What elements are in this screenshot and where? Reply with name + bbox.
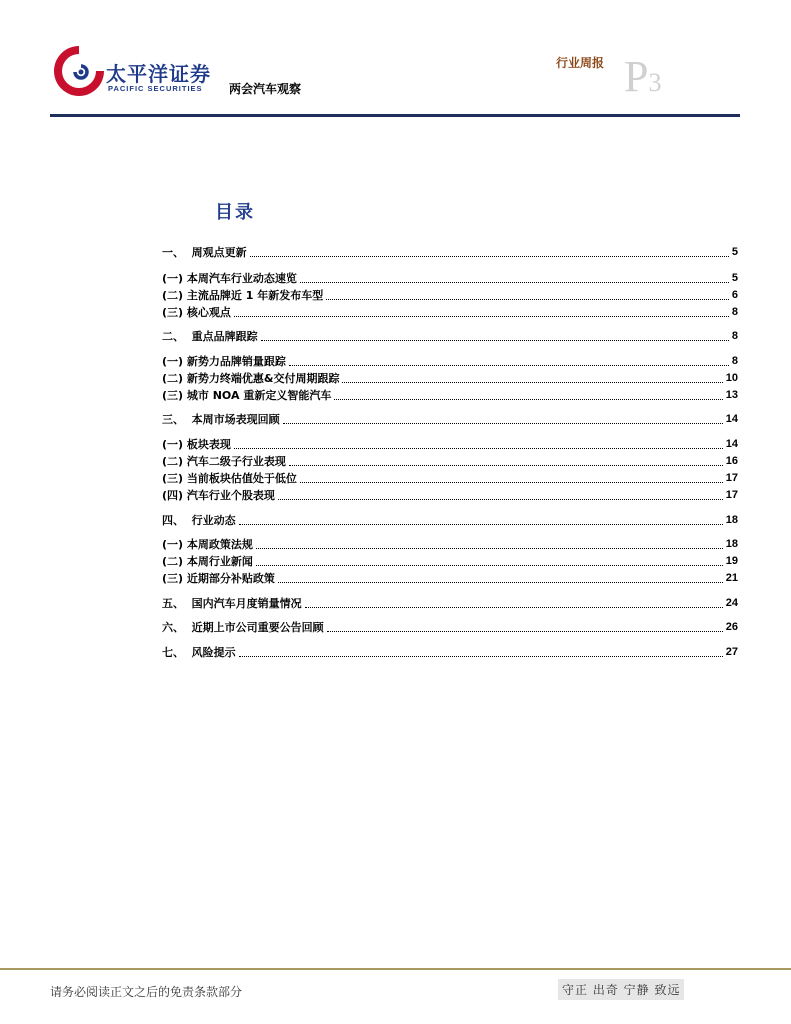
toc-entry-page: 5: [731, 246, 738, 258]
toc-entry[interactable]: [162, 454, 738, 469]
toc-entry-label: 一、 周观点更新: [162, 246, 247, 259]
toc-entry[interactable]: [162, 305, 738, 320]
disclaimer-note: 请务必阅读正文之后的免责条款部分: [50, 985, 243, 999]
toc-entry-label: 四、 行业动态: [162, 514, 236, 527]
toc-entry-page: 18: [725, 538, 738, 550]
toc-entry-page: 17: [725, 489, 738, 501]
toc-entry-label: 二、 重点品牌跟踪: [162, 330, 258, 343]
dot-leader: [334, 399, 722, 400]
toc-entry-page: 8: [731, 306, 738, 318]
dot-leader: [283, 423, 723, 424]
toc-entry-page: 14: [725, 438, 738, 450]
toc-entry-label: (二) 汽车二级子行业表现: [162, 455, 286, 468]
toc-entry-page: 5: [731, 272, 738, 284]
dot-leader: [305, 607, 723, 608]
toc-entry-page: 10: [725, 372, 738, 384]
brand-name-cn: 太平洋证券: [106, 62, 211, 86]
toc-entry-page: 8: [731, 355, 738, 367]
dot-leader: [342, 382, 722, 383]
toc-entry-label: (三) 城市 NOA 重新定义智能汽车: [162, 389, 332, 402]
dot-leader: [234, 448, 723, 449]
toc-entry-page: 19: [725, 555, 738, 567]
toc-entry[interactable]: [162, 488, 738, 503]
dot-leader: [234, 316, 729, 317]
toc-entry[interactable]: [162, 354, 738, 369]
page-letter: P: [624, 52, 649, 101]
toc-entry-label: (三) 核心观点: [162, 306, 231, 319]
toc-entry[interactable]: [162, 371, 738, 386]
toc-entry[interactable]: [162, 288, 738, 303]
toc-entry[interactable]: [162, 329, 738, 344]
toc-entry[interactable]: [162, 645, 738, 660]
dot-leader: [261, 340, 729, 341]
toc-entry[interactable]: [162, 437, 738, 452]
toc-entry-page: 16: [725, 455, 738, 467]
toc-entry-label: 六、 近期上市公司重要公告回顾: [162, 621, 324, 634]
dot-leader: [278, 499, 723, 500]
toc-entry-label: (一) 本周政策法规: [162, 538, 253, 551]
dot-leader: [256, 548, 723, 549]
toc-entry-page: 24: [725, 597, 738, 609]
toc-entry-page: 13: [725, 389, 738, 401]
toc-entry-page: 18: [725, 514, 738, 526]
toc-entry[interactable]: [162, 513, 738, 528]
toc-entry-label: (一) 本周汽车行业动态速览: [162, 272, 297, 285]
toc-entry[interactable]: [162, 412, 738, 427]
dot-leader: [250, 256, 729, 257]
dot-leader: [289, 465, 723, 466]
toc-entry-label: (二) 主流品牌近 1 年新发布车型: [162, 289, 324, 302]
toc-entry[interactable]: [162, 245, 738, 260]
dot-leader: [300, 282, 729, 283]
dot-leader: [256, 565, 723, 566]
toc-entry[interactable]: [162, 571, 738, 586]
brand-name-en: PACIFIC SECURITIES: [108, 84, 203, 93]
toc-entry-page: 6: [731, 289, 738, 301]
toc-entry-label: (一) 板块表现: [162, 438, 231, 451]
toc-entry-label: (三) 当前板块估值处于低位: [162, 472, 297, 485]
toc-entry[interactable]: [162, 388, 738, 403]
company-motto: 守正 出奇 宁静 致远: [558, 979, 684, 1000]
toc-entry-label: (一) 新势力品牌销量跟踪: [162, 355, 286, 368]
dot-leader: [289, 365, 729, 366]
toc-entry-page: 17: [725, 472, 738, 484]
toc-entry[interactable]: [162, 596, 738, 611]
toc-entry-page: 21: [725, 572, 738, 584]
toc-entry[interactable]: [162, 620, 738, 635]
toc-entry[interactable]: [162, 271, 738, 286]
toc-entry-page: 14: [725, 413, 738, 425]
toc-entry-label: (二) 本周行业新闻: [162, 555, 253, 568]
dot-leader: [300, 482, 723, 483]
toc-entry-label: (三) 近期部分补贴政策: [162, 572, 275, 585]
dot-leader: [278, 582, 723, 583]
page-number-mark: [624, 52, 662, 101]
toc-entry-label: 七、 风险提示: [162, 646, 236, 659]
toc-entry-label: 三、 本周市场表现回顾: [162, 413, 280, 426]
dot-leader: [239, 656, 723, 657]
toc-entry[interactable]: [162, 471, 738, 486]
dot-leader: [327, 631, 723, 632]
toc-entry[interactable]: [162, 537, 738, 552]
toc-entry-page: 27: [725, 646, 738, 658]
page-number: 3: [648, 68, 662, 97]
footer-divider: [0, 968, 791, 970]
toc-entry-page: 26: [725, 621, 738, 633]
toc-entry-label: 五、 国内汽车月度销量情况: [162, 597, 302, 610]
report-title: 两会汽车观察: [229, 82, 302, 96]
toc-heading: 目录: [215, 202, 255, 223]
toc-entry-page: 8: [731, 330, 738, 342]
toc-entry[interactable]: [162, 554, 738, 569]
toc-entry-label: (二) 新势力终端优惠&交付周期跟踪: [162, 372, 340, 385]
header-divider: [50, 114, 740, 117]
pacific-securities-logo: [50, 42, 108, 100]
toc-entry-label: (四) 汽车行业个股表现: [162, 489, 275, 502]
report-type: 行业周报: [556, 56, 605, 70]
dot-leader: [326, 299, 729, 300]
dot-leader: [239, 524, 723, 525]
